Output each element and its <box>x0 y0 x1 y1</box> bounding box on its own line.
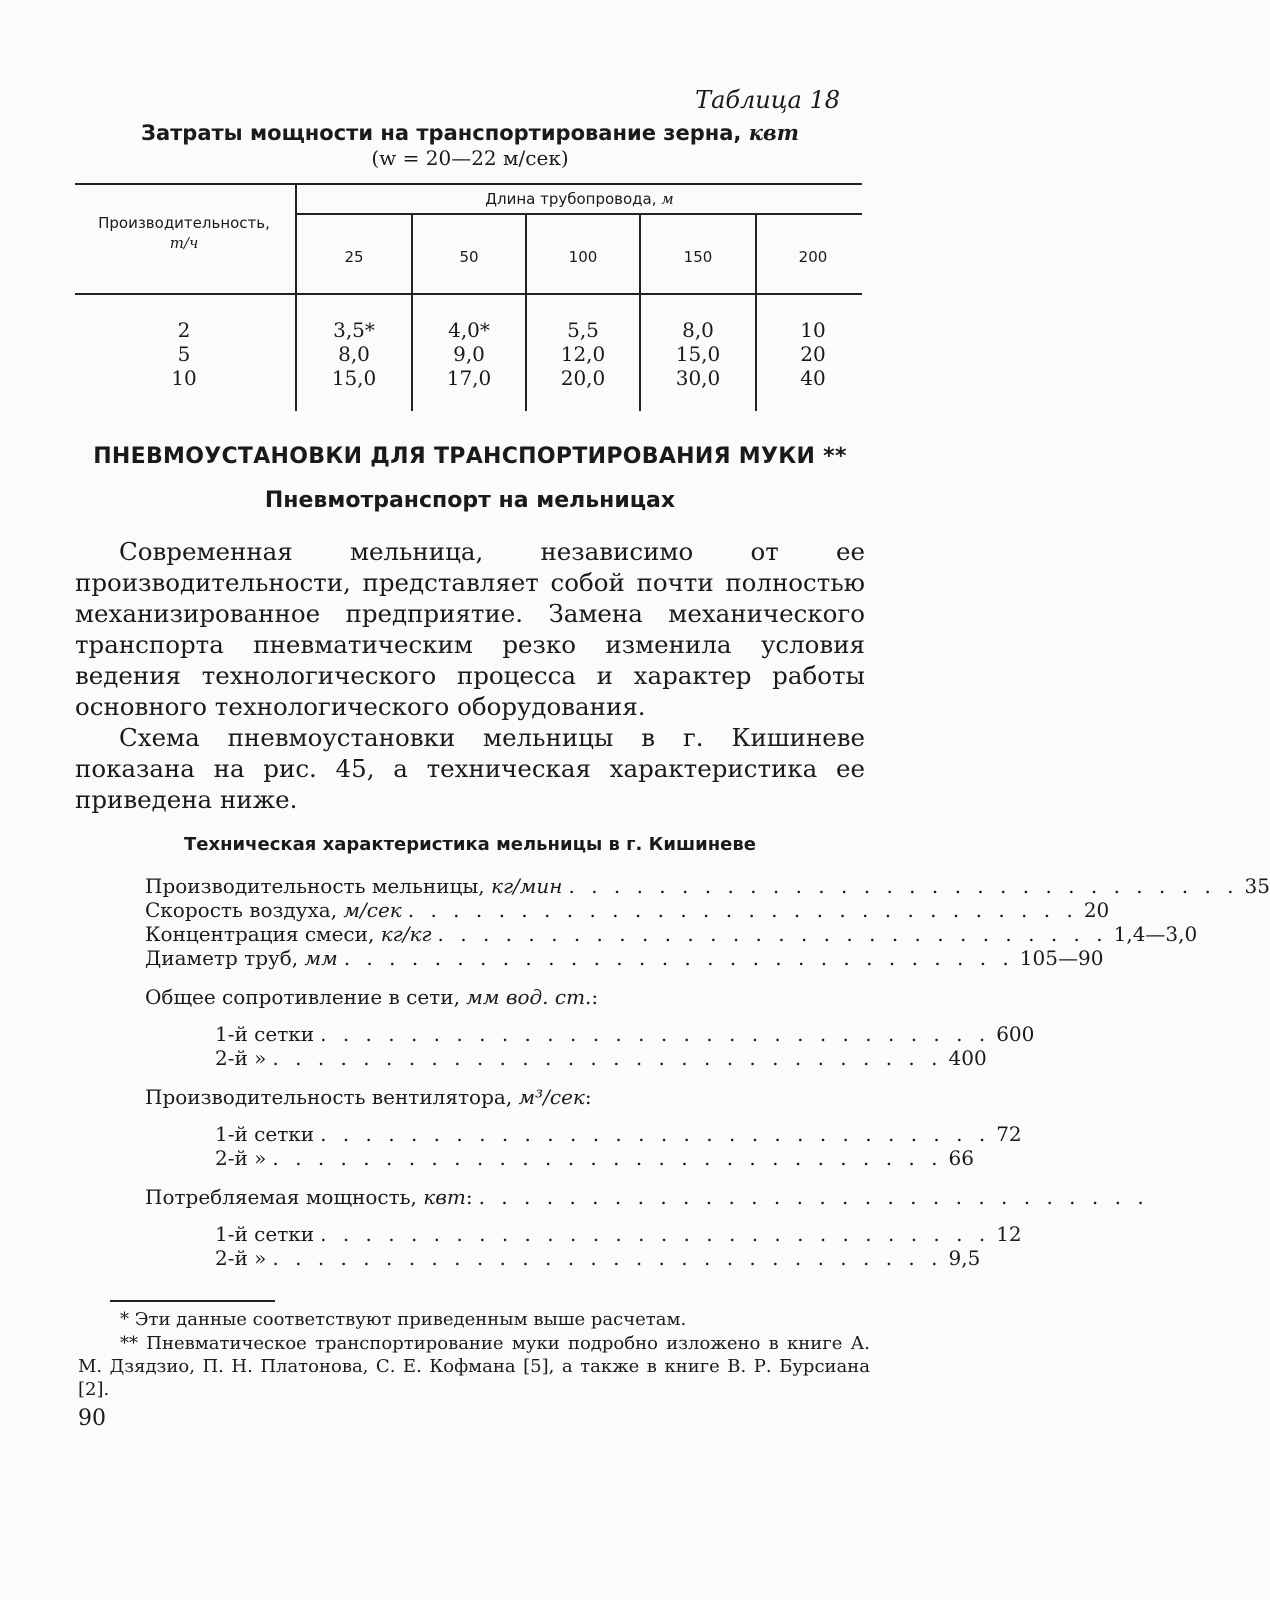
dot-leader: . . . . . . . . . . . . . . . . . . . . . . . . . . . . . . <box>272 1146 943 1170</box>
table-cell: 2 <box>177 318 191 342</box>
spec-label: 1-й сетки <box>215 1122 315 1146</box>
spec-value: 105—90 <box>1019 946 1104 970</box>
spec-row <box>145 898 1110 922</box>
body-paragraph: Современная мельница, независимо от ее производительности, представляет собой почти полностью механизированное предприятие. Замена механического транспорта пневматическим резко изменила условия ведения технологического процесса и характер работы основного технологического оборудования. <box>75 537 865 721</box>
spec-label: 2-й » <box>215 1146 267 1170</box>
spec-row <box>145 946 1104 970</box>
spec-value: 72 <box>996 1122 1022 1146</box>
spec-value: 66 <box>948 1146 974 1170</box>
dot-leader: . . . . . . . . . . . . . . . . . . . . . . . . . . . . . . <box>320 1122 991 1146</box>
table-cell: 12,0 <box>560 342 606 366</box>
table-cell: 20 <box>800 342 826 366</box>
productivity-values <box>75 318 293 390</box>
dot-leader: . . . . . . . . . . . . . . . . . . . . . . . . . . . . . . <box>320 1222 991 1246</box>
spec-label: 1-й сетки <box>215 1022 315 1046</box>
table-cell: 20,0 <box>560 366 606 390</box>
subsection-heading: Пневмотранспорт на мельницах <box>264 488 676 513</box>
footnote: ** Пневматическое транспортирование муки подробно изложено в книге А. М. Дзядзио, П. Н. Платонова, С. Е. Кофмана [5], а также в книге В. Р. Бурсиана [2]. <box>78 1333 870 1400</box>
table-column <box>297 318 411 390</box>
spec-label: Потребляемая мощность, квт: <box>145 1185 473 1209</box>
table-cell: 5 <box>177 342 191 366</box>
dot-leader: . . . . . . . . . . . . . . . . . . . . . . . . . . . . . . <box>320 1022 991 1046</box>
column-header: 25 <box>344 248 364 266</box>
power-table <box>75 183 862 411</box>
spec-label: 1-й сетки <box>215 1222 315 1246</box>
spec-row <box>215 1122 1022 1146</box>
footnote: * Эти данные соответствуют приведенным выше расчетам. <box>120 1309 687 1330</box>
spec-label: 2-й » <box>215 1246 267 1270</box>
table-cell: 5,5 <box>567 318 599 342</box>
dot-leader: . . . . . . . . . . . . . . . . . . . . . . . . . . . . . . <box>478 1185 1149 1209</box>
header-pipe-length-label: Длина трубопровода, <box>485 190 657 208</box>
table-cell: 10 <box>171 366 197 390</box>
table-cell: 9,0 <box>453 342 485 366</box>
table-column <box>526 318 640 390</box>
spec-group-label <box>145 1185 1149 1209</box>
spec-value: 400 <box>948 1046 987 1070</box>
spec-row <box>215 1146 974 1170</box>
table-cell: 3,5* <box>333 318 375 342</box>
spec-row <box>215 1222 1022 1246</box>
table-cell: 15,0 <box>331 366 377 390</box>
column-header: 200 <box>798 248 828 266</box>
spec-group-label: Общее сопротивление в сети, мм вод. ст.: <box>145 985 599 1009</box>
table-cell: 15,0 <box>675 342 721 366</box>
table-column <box>412 318 526 390</box>
header-pipe-length <box>297 190 862 208</box>
table-cell: 4,0* <box>448 318 490 342</box>
column-header: 150 <box>683 248 713 266</box>
table-head-bottom-rule <box>75 293 862 295</box>
table-cell: 8,0 <box>682 318 714 342</box>
spec-label: 2-й » <box>215 1046 267 1070</box>
spec-value: 20 <box>1083 898 1110 922</box>
dot-leader: . . . . . . . . . . . . . . . . . . . . . . . . . . . . . . <box>272 1246 943 1270</box>
spec-label: Производительность мельницы, кг/мин <box>145 874 563 898</box>
table-cell: 10 <box>800 318 826 342</box>
spec-group-label: Производительность вентилятора, м³/сек: <box>145 1085 592 1109</box>
spec-value: 600 <box>996 1022 1035 1046</box>
table-cell: 17,0 <box>446 366 492 390</box>
dot-leader: . . . . . . . . . . . . . . . . . . . . . . . . . . . . . . <box>568 874 1239 898</box>
footnote-rule <box>110 1300 275 1302</box>
header-pipe-length-unit: м <box>661 190 674 208</box>
table-subtitle: (w = 20—22 м/сек) <box>371 146 569 170</box>
table-header-rule <box>297 213 862 215</box>
column-header: 50 <box>459 248 479 266</box>
spec-title: Техническая характеристика мельницы в г. Кишиневе <box>184 834 756 855</box>
table-column <box>756 318 870 390</box>
spec-label: Скорость воздуха, м/сек <box>145 898 402 922</box>
page-number: 90 <box>78 1406 106 1431</box>
table-caption: Таблица 18 <box>695 86 840 114</box>
spec-value: 1,4—3,0 <box>1113 922 1198 946</box>
table-title <box>0 120 940 145</box>
spec-label: Диаметр труб, мм <box>145 946 338 970</box>
dot-leader: . . . . . . . . . . . . . . . . . . . . . . . . . . . . . . <box>343 946 1014 970</box>
dot-leader: . . . . . . . . . . . . . . . . . . . . . . . . . . . . . . <box>437 922 1108 946</box>
spec-value: 12 <box>996 1222 1022 1246</box>
section-heading: ПНЕВМОУСТАНОВКИ ДЛЯ ТРАНСПОРТИРОВАНИЯ МУКИ ** <box>93 444 847 469</box>
spec-row <box>215 1046 987 1070</box>
header-productivity <box>75 213 293 253</box>
spec-row <box>215 1246 981 1270</box>
body-paragraph: Схема пневмоустановки мельницы в г. Кишиневе показана на рис. 45, а техническая характеристика ее приведена ниже. <box>75 723 865 814</box>
table-cell: 8,0 <box>338 342 370 366</box>
column-header: 100 <box>568 248 598 266</box>
spec-row <box>215 1022 1035 1046</box>
spec-row <box>145 874 1270 898</box>
table-title-text: Затраты мощности на транспортирование зерна, <box>141 121 742 145</box>
table-cell: 40 <box>800 366 826 390</box>
spec-value: 35 <box>1244 874 1270 898</box>
spec-row <box>145 922 1198 946</box>
dot-leader: . . . . . . . . . . . . . . . . . . . . . . . . . . . . . . <box>272 1046 943 1070</box>
spec-label: Концентрация смеси, кг/кг <box>145 922 432 946</box>
header-productivity-unit: т/ч <box>169 234 199 252</box>
header-productivity-label: Производительность, <box>98 214 270 232</box>
table-top-rule <box>75 183 862 185</box>
spec-value: 9,5 <box>948 1246 981 1270</box>
table-cell: 30,0 <box>675 366 721 390</box>
table-column <box>641 318 755 390</box>
table-title-unit: квт <box>748 120 799 145</box>
dot-leader: . . . . . . . . . . . . . . . . . . . . . . . . . . . . . . <box>407 898 1078 922</box>
